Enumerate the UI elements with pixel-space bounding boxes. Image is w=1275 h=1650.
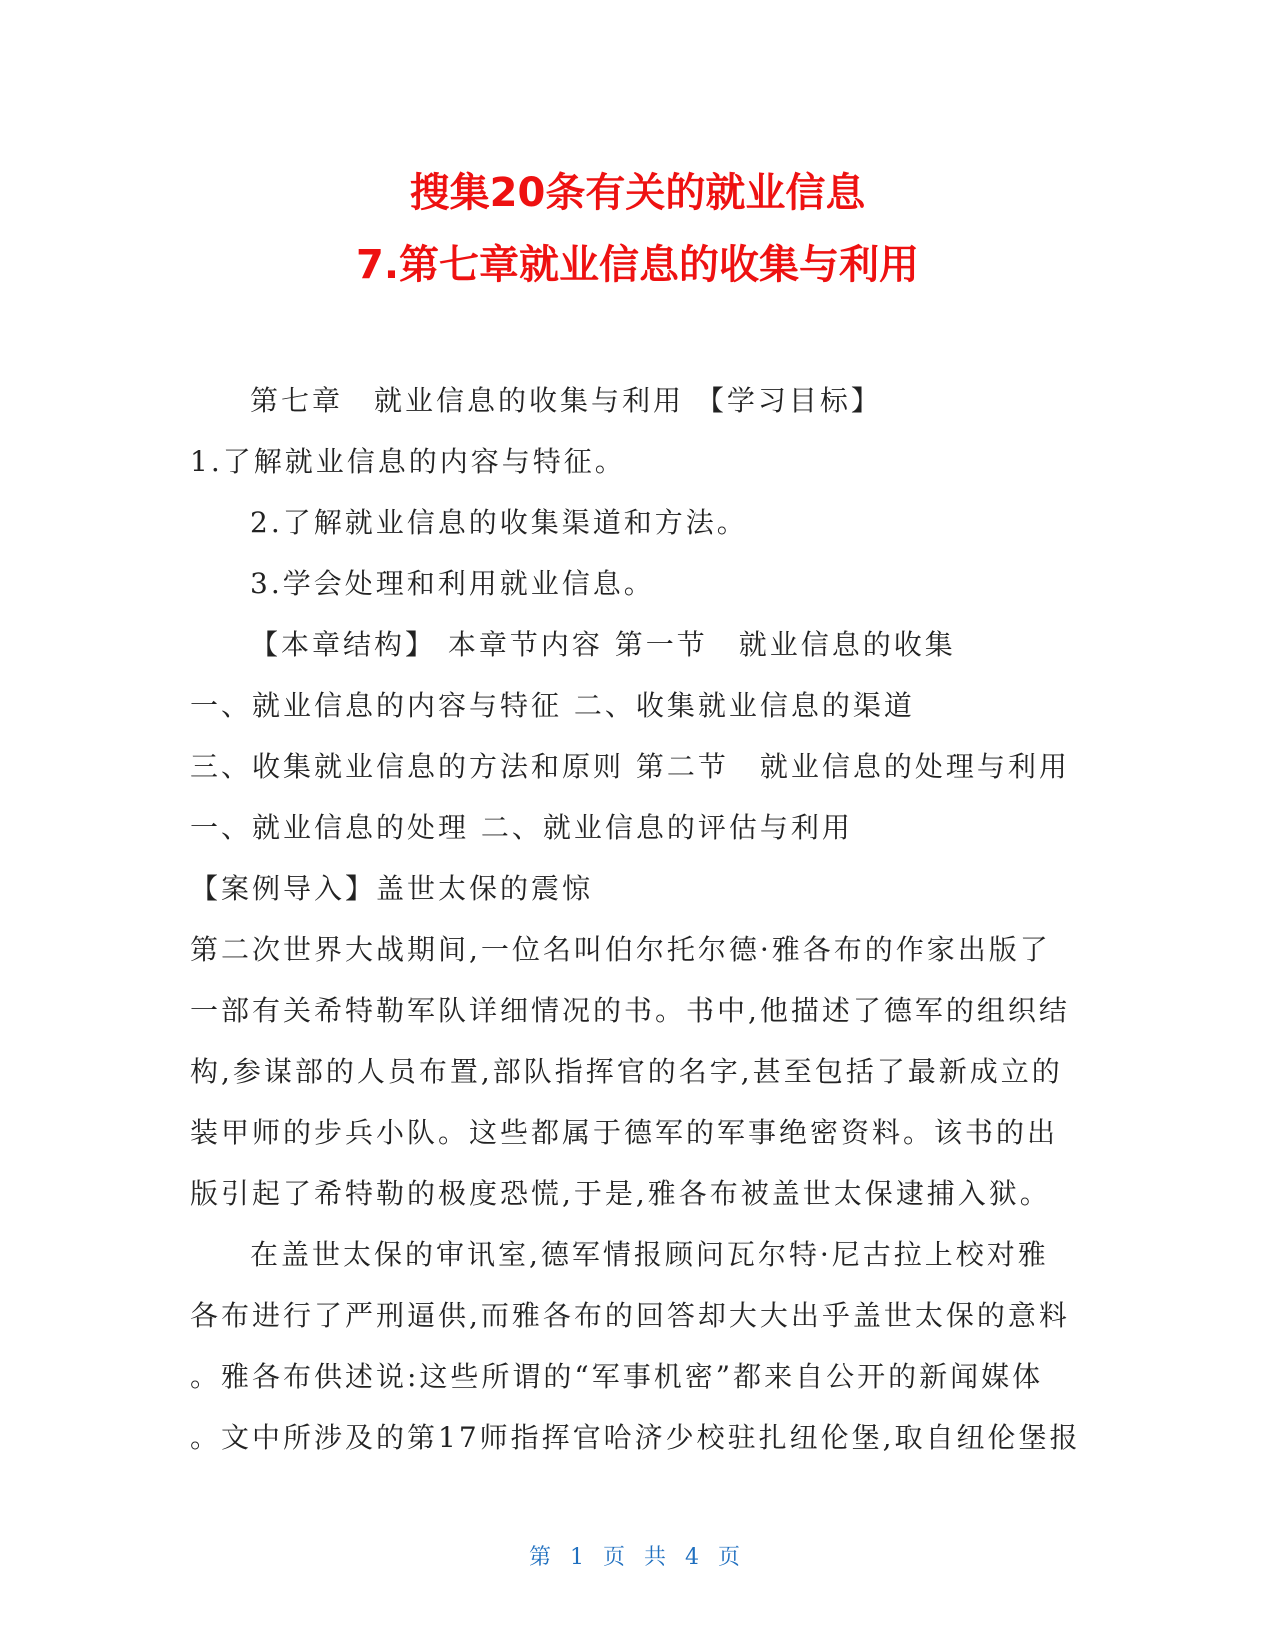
body-line: 3.学会处理和利用就业信息。 bbox=[250, 567, 655, 600]
body-line: 一、就业信息的内容与特征 二、收集就业信息的渠道 bbox=[190, 689, 915, 722]
body-line: 构,参谋部的人员布置,部队指挥官的名字,甚至包括了最新成立的 bbox=[190, 1055, 1063, 1088]
body-line: 1.了解就业信息的内容与特征。 bbox=[190, 445, 626, 478]
document-body bbox=[190, 370, 1080, 1468]
body-line: 一、就业信息的处理 二、就业信息的评估与利用 bbox=[190, 811, 853, 844]
document-title-line-2: 7.第七章就业信息的收集与利用 bbox=[355, 242, 920, 288]
body-line: 【本章结构】 本章节内容 第一节 就业信息的收集 bbox=[250, 628, 956, 661]
body-line: 第七章 就业信息的收集与利用 【学习目标】 bbox=[250, 384, 882, 417]
body-line: 版引起了希特勒的极度恐慌,于是,雅各布被盖世太保逮捕入狱。 bbox=[190, 1177, 1051, 1210]
page-number-footer: 第 1 页 共 4 页 bbox=[529, 1545, 746, 1570]
body-line: 三、收集就业信息的方法和原则 第二节 就业信息的处理与利用 bbox=[190, 750, 1070, 783]
body-line: 。文中所涉及的第17师指挥官哈济少校驻扎纽伦堡,取自纽伦堡报 bbox=[190, 1421, 1081, 1454]
document-title-line-1: 搜集20条有关的就业信息 bbox=[409, 170, 866, 216]
body-line: 各布进行了严刑逼供,而雅各布的回答却大大出乎盖世太保的意料 bbox=[190, 1299, 1070, 1332]
body-line: 在盖世太保的审讯室,德军情报顾问瓦尔特·尼古拉上校对雅 bbox=[250, 1238, 1049, 1271]
body-line: 2.了解就业信息的收集渠道和方法。 bbox=[250, 506, 748, 539]
body-line: 第二次世界大战期间,一位名叫伯尔托尔德·雅各布的作家出版了 bbox=[190, 933, 1051, 966]
body-line: 【案例导入】盖世太保的震惊 bbox=[190, 872, 594, 905]
body-line: 装甲师的步兵小队。这些都属于德军的军事绝密资料。该书的出 bbox=[190, 1116, 1059, 1149]
body-line: 。雅各布供述说:这些所谓的“军事机密”都来自公开的新闻媒体 bbox=[190, 1360, 1044, 1393]
body-line: 一部有关希特勒军队详细情况的书。书中,他描述了德军的组织结 bbox=[190, 994, 1070, 1027]
